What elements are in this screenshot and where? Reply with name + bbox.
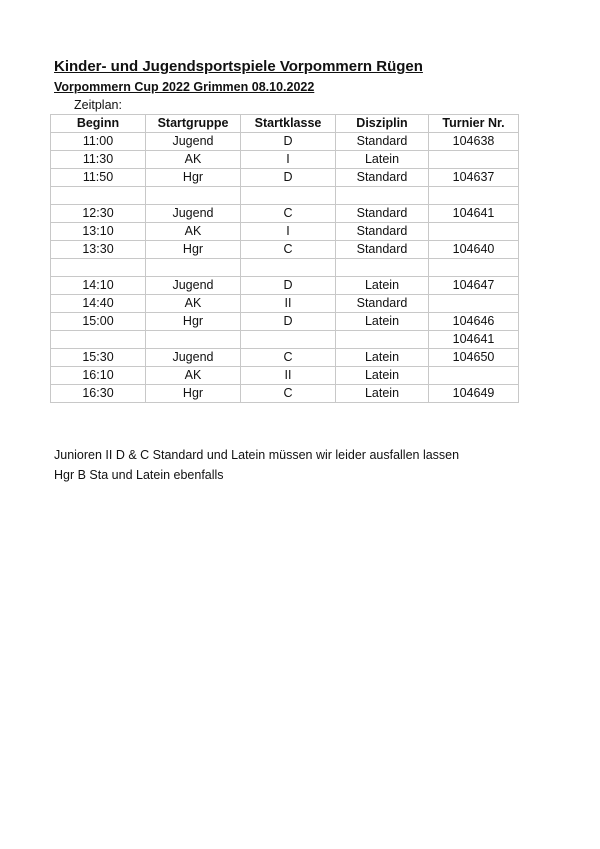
- table-row: [51, 223, 519, 241]
- cell-beginn: [51, 331, 146, 349]
- cell-startklasse: D: [241, 169, 336, 187]
- cell-beginn: 16:10: [51, 367, 146, 385]
- cell-beginn: 11:00: [51, 133, 146, 151]
- cell-disziplin: [336, 331, 429, 349]
- cell-startklasse: C: [241, 349, 336, 367]
- cell-disziplin: [336, 259, 429, 277]
- cell-startgruppe: AK: [146, 223, 241, 241]
- schedule-table-header: [51, 115, 519, 133]
- cell-startgruppe: [146, 331, 241, 349]
- cell-disziplin: Latein: [336, 151, 429, 169]
- cell-turnier-nr: 104647: [429, 277, 519, 295]
- table-row: [51, 151, 519, 169]
- table-row: [51, 331, 519, 349]
- cell-startgruppe: Hgr: [146, 385, 241, 403]
- table-row: [51, 169, 519, 187]
- cell-startklasse: D: [241, 313, 336, 331]
- table-row: [51, 205, 519, 223]
- table-row: [51, 241, 519, 259]
- cell-startklasse: D: [241, 133, 336, 151]
- header-row: [51, 115, 519, 133]
- cell-turnier-nr: [429, 367, 519, 385]
- cell-turnier-nr: 104641: [429, 331, 519, 349]
- cell-beginn: 11:30: [51, 151, 146, 169]
- cell-beginn: 15:00: [51, 313, 146, 331]
- schedule-table-body: [51, 133, 519, 403]
- table-row: [51, 259, 519, 277]
- cell-disziplin: Standard: [336, 169, 429, 187]
- notes-section: [54, 445, 459, 485]
- cell-startklasse: [241, 331, 336, 349]
- cell-startgruppe: AK: [146, 367, 241, 385]
- cell-turnier-nr: [429, 259, 519, 277]
- cell-disziplin: Latein: [336, 313, 429, 331]
- header-disziplin: Disziplin: [336, 115, 429, 133]
- table-row: [51, 385, 519, 403]
- cell-beginn: 11:50: [51, 169, 146, 187]
- cell-disziplin: Latein: [336, 349, 429, 367]
- cell-turnier-nr: 104641: [429, 205, 519, 223]
- header-beginn: Beginn: [51, 115, 146, 133]
- cell-turnier-nr: 104638: [429, 133, 519, 151]
- document-subtitle: Vorpommern Cup 2022 Grimmen 08.10.2022: [54, 80, 315, 94]
- cell-turnier-nr: 104646: [429, 313, 519, 331]
- cell-startklasse: I: [241, 223, 336, 241]
- cell-turnier-nr: [429, 187, 519, 205]
- cell-disziplin: Latein: [336, 385, 429, 403]
- cell-disziplin: [336, 187, 429, 205]
- cell-beginn: [51, 259, 146, 277]
- header-startklasse: Startklasse: [241, 115, 336, 133]
- table-row: [51, 313, 519, 331]
- cell-turnier-nr: [429, 223, 519, 241]
- table-row: [51, 367, 519, 385]
- table-row: [51, 133, 519, 151]
- cell-turnier-nr: 104649: [429, 385, 519, 403]
- cell-beginn: 13:30: [51, 241, 146, 259]
- cell-beginn: 12:30: [51, 205, 146, 223]
- cell-startklasse: [241, 259, 336, 277]
- cell-disziplin: Latein: [336, 277, 429, 295]
- cell-startgruppe: Jugend: [146, 349, 241, 367]
- cell-beginn: 14:40: [51, 295, 146, 313]
- cell-startklasse: [241, 187, 336, 205]
- cell-startgruppe: Jugend: [146, 133, 241, 151]
- schedule-table: [50, 114, 519, 403]
- cell-startklasse: C: [241, 205, 336, 223]
- cell-startklasse: II: [241, 295, 336, 313]
- table-row: [51, 349, 519, 367]
- cell-beginn: 16:30: [51, 385, 146, 403]
- cell-turnier-nr: [429, 151, 519, 169]
- cell-startgruppe: Jugend: [146, 205, 241, 223]
- cell-turnier-nr: 104640: [429, 241, 519, 259]
- cell-turnier-nr: 104637: [429, 169, 519, 187]
- cell-disziplin: Standard: [336, 133, 429, 151]
- cell-startklasse: C: [241, 385, 336, 403]
- cell-startgruppe: AK: [146, 295, 241, 313]
- cell-startgruppe: [146, 259, 241, 277]
- cell-startgruppe: Hgr: [146, 241, 241, 259]
- cell-startgruppe: Hgr: [146, 169, 241, 187]
- note-line: Hgr B Sta und Latein ebenfalls: [54, 468, 224, 482]
- header-startgruppe: Startgruppe: [146, 115, 241, 133]
- cell-startgruppe: Jugend: [146, 277, 241, 295]
- document-title: Kinder- und Jugendsportspiele Vorpommern Rügen: [54, 58, 423, 75]
- cell-startklasse: D: [241, 277, 336, 295]
- cell-turnier-nr: 104650: [429, 349, 519, 367]
- cell-beginn: 15:30: [51, 349, 146, 367]
- cell-startklasse: I: [241, 151, 336, 169]
- header-turnier-nr: Turnier Nr.: [429, 115, 519, 133]
- note-line: Junioren II D & C Standard und Latein müssen wir leider ausfallen lassen: [54, 448, 460, 462]
- cell-disziplin: Standard: [336, 223, 429, 241]
- cell-beginn: 14:10: [51, 277, 146, 295]
- cell-startklasse: C: [241, 241, 336, 259]
- table-row: [51, 187, 519, 205]
- cell-disziplin: Standard: [336, 295, 429, 313]
- table-row: [51, 277, 519, 295]
- cell-beginn: 13:10: [51, 223, 146, 241]
- cell-startklasse: II: [241, 367, 336, 385]
- schedule-label: Zeitplan:: [74, 98, 122, 112]
- cell-startgruppe: AK: [146, 151, 241, 169]
- cell-startgruppe: [146, 187, 241, 205]
- cell-disziplin: Latein: [336, 367, 429, 385]
- cell-beginn: [51, 187, 146, 205]
- cell-turnier-nr: [429, 295, 519, 313]
- cell-disziplin: Standard: [336, 241, 429, 259]
- cell-disziplin: Standard: [336, 205, 429, 223]
- cell-startgruppe: Hgr: [146, 313, 241, 331]
- table-row: [51, 295, 519, 313]
